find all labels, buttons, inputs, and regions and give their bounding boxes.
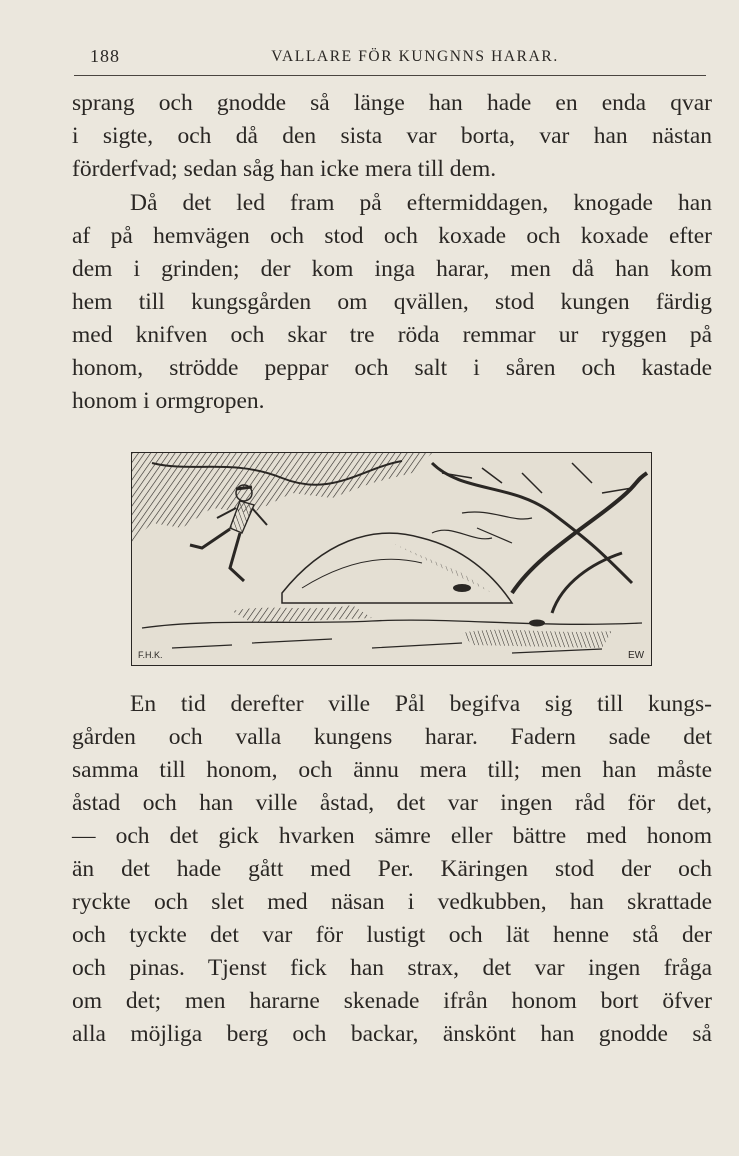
text-line: En tid derefter ville Pål begifva sig till kungs- bbox=[130, 691, 712, 717]
text-line: honom i ormgropen. bbox=[72, 388, 265, 414]
text-line: och pinas. Tjenst fick han strax, det var ingen fråga bbox=[72, 955, 712, 981]
text-line: samma till honom, och ännu mera till; men han måste bbox=[72, 757, 712, 783]
page-header bbox=[74, 46, 706, 74]
text-line: i sigte, och då den sista var borta, var han nästan bbox=[72, 123, 712, 149]
text-line: om det; men hararne skenade ifrån honom bort öfver bbox=[72, 988, 712, 1014]
text-line: gården och valla kungens harar. Fadern sade det bbox=[72, 724, 712, 750]
text-line: Då det led fram på eftermiddagen, knogade han bbox=[130, 190, 712, 216]
woodcut-running-boy bbox=[132, 453, 650, 664]
text-line: dem i grinden; der kom inga harar, men då han kom bbox=[72, 256, 712, 282]
text-line: förderfvad; sedan såg han icke mera till dem. bbox=[72, 156, 497, 182]
paragraph-1 bbox=[72, 87, 712, 186]
text-line: sprang och gnodde så länge han hade en enda qvar bbox=[72, 90, 712, 116]
text-line: åstad och han ville åstad, det var ingen råd för det, bbox=[72, 790, 712, 816]
page-number: 188 bbox=[90, 46, 120, 66]
header-rule bbox=[74, 75, 706, 76]
running-title: VALLARE FÖR KUNGNNS HARAR. bbox=[271, 48, 559, 65]
signature-left: F.H.K. bbox=[138, 650, 163, 660]
text-line: och tyckte det var för lustigt och lät henne stå der bbox=[72, 922, 712, 948]
text-line: af på hemvägen och stod och koxade och koxade efter bbox=[72, 223, 712, 249]
text-line: hem till kungsgården om qvällen, stod kungen färdig bbox=[72, 289, 712, 315]
signature-right: EW bbox=[628, 650, 645, 661]
paragraph-2 bbox=[72, 187, 712, 418]
paragraph-3 bbox=[72, 688, 712, 1051]
text-line: — och det gick hvarken sämre eller bättre med honom bbox=[72, 823, 712, 849]
text-line: honom, strödde peppar och salt i såren och kastade bbox=[72, 355, 712, 381]
text-line: än det hade gått med Per. Käringen stod der och bbox=[72, 856, 712, 882]
text-line: ryckte och slet med näsan i vedkubben, han skrattade bbox=[72, 889, 712, 915]
text-line: alla möjliga berg och backar, änskönt han gnodde så bbox=[72, 1021, 712, 1047]
text-line: med knifven och skar tre röda remmar ur ryggen på bbox=[72, 322, 712, 348]
illustration bbox=[131, 452, 652, 666]
